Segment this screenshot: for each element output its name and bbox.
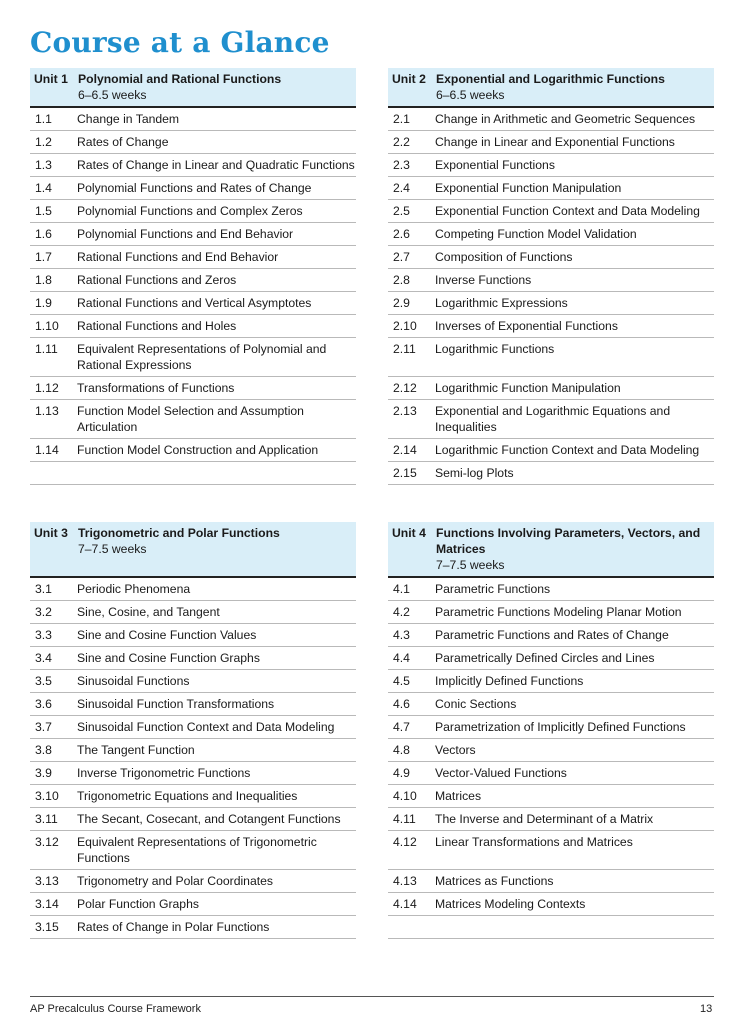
topic-number: 3.5 xyxy=(35,674,52,688)
topic-row xyxy=(30,870,356,893)
topic-name: Logarithmic Function Context and Data Modeling xyxy=(435,443,700,457)
topic-number: 2.11 xyxy=(393,342,416,356)
topic-row xyxy=(30,439,356,462)
topic-number: 4.12 xyxy=(393,835,417,849)
topic-number: 2.6 xyxy=(393,227,410,241)
topic-row xyxy=(30,762,356,785)
topic-row xyxy=(30,177,356,200)
topic-name: Sine and Cosine Function Graphs xyxy=(77,651,260,665)
topic-number: 2.4 xyxy=(393,181,410,195)
topic-row xyxy=(30,462,356,485)
topic-row xyxy=(30,624,356,647)
topic-row xyxy=(30,916,356,939)
unit-title: Exponential and Logarithmic Functions xyxy=(436,72,665,86)
topic-row xyxy=(30,808,356,831)
topic-number: 4.14 xyxy=(393,897,417,911)
topic-name: Trigonometry and Polar Coordinates xyxy=(77,874,273,888)
topic-number: 2.7 xyxy=(393,250,410,264)
topic-row xyxy=(30,131,356,154)
topic-number: 3.9 xyxy=(35,766,52,780)
topic-name: Semi-log Plots xyxy=(435,466,514,480)
topic-name: Equivalent Representations of Trigonometric Functions xyxy=(77,835,317,865)
topic-number: 3.8 xyxy=(35,743,52,757)
topic-name: Exponential and Logarithmic Equations and Inequalities xyxy=(435,404,671,434)
topic-number: 4.10 xyxy=(393,789,417,803)
topic-row xyxy=(388,670,714,693)
topic-name xyxy=(435,919,714,935)
topic-name: The Secant, Cosecant, and Cotangent Functions xyxy=(77,812,341,826)
topic-name: Implicitly Defined Functions xyxy=(435,674,584,688)
topic-row xyxy=(388,462,714,485)
topic-number: 3.15 xyxy=(35,920,59,934)
topic-name: Transformations of Functions xyxy=(77,381,235,395)
topic-row xyxy=(30,693,356,716)
topic-number: 1.2 xyxy=(35,135,52,149)
topic-row xyxy=(30,246,356,269)
topic-number: 2.15 xyxy=(393,466,417,480)
topic-name: Matrices xyxy=(435,789,482,803)
unit-info xyxy=(436,525,710,573)
topic-row xyxy=(388,400,714,439)
topic-row xyxy=(30,716,356,739)
topic-row xyxy=(30,338,356,377)
footer-title: AP Precalculus Course Framework xyxy=(30,1003,201,1015)
topic-row xyxy=(388,716,714,739)
topic-row xyxy=(30,670,356,693)
topic-row xyxy=(388,154,714,177)
topic-number: 2.5 xyxy=(393,204,410,218)
topic-number: 3.11 xyxy=(35,812,58,826)
topic-row xyxy=(388,808,714,831)
topic-name: Parametric Functions xyxy=(435,582,551,596)
topic-number: 2.3 xyxy=(393,158,410,172)
topic-row xyxy=(30,601,356,624)
topic-name: Vector-Valued Functions xyxy=(435,766,567,780)
topic-row xyxy=(388,578,714,601)
topic-number: 1.9 xyxy=(35,296,52,310)
unit-label: Unit 2 xyxy=(392,72,426,86)
topic-number: 1.10 xyxy=(35,319,59,333)
topic-row xyxy=(388,624,714,647)
footer-divider xyxy=(30,996,714,997)
unit-3-table xyxy=(30,522,356,939)
topic-number: 4.4 xyxy=(393,651,410,665)
topic-row xyxy=(388,762,714,785)
topic-row xyxy=(388,108,714,131)
topic-number: 3.7 xyxy=(35,720,52,734)
topic-number: 1.12 xyxy=(35,381,59,395)
unit-info xyxy=(78,71,352,103)
topic-number: 1.13 xyxy=(35,404,59,418)
topic-number: 2.8 xyxy=(393,273,410,287)
topic-number: 3.10 xyxy=(35,789,59,803)
unit-label: Unit 1 xyxy=(34,72,68,86)
topic-name: Sine and Cosine Function Values xyxy=(77,628,257,642)
topic-row xyxy=(388,647,714,670)
topic-name: Parametric Functions Modeling Planar Motion xyxy=(435,605,682,619)
topic-row xyxy=(388,131,714,154)
topic-row xyxy=(30,647,356,670)
topic-row xyxy=(30,377,356,400)
topic-name: Logarithmic Function Manipulation xyxy=(435,381,621,395)
topic-name: Change in Linear and Exponential Functions xyxy=(435,135,675,149)
topic-name: Parametric Functions and Rates of Change xyxy=(435,628,669,642)
topic-number: 3.14 xyxy=(35,897,59,911)
topic-name: Rational Functions and End Behavior xyxy=(77,250,279,264)
topic-name: Trigonometric Equations and Inequalities xyxy=(77,789,298,803)
unit-header xyxy=(388,522,714,578)
topic-name: Rational Functions and Holes xyxy=(77,319,237,333)
topic-number: 1.6 xyxy=(35,227,52,241)
topic-number: 1.4 xyxy=(35,181,52,195)
topic-name: Inverse Functions xyxy=(435,273,532,287)
topic-name: Exponential Function Manipulation xyxy=(435,181,622,195)
unit-title: Polynomial and Rational Functions xyxy=(78,72,282,86)
topic-row xyxy=(30,292,356,315)
topic-name: The Tangent Function xyxy=(77,743,195,757)
topic-row xyxy=(30,578,356,601)
topic-name: Rational Functions and Vertical Asymptotes xyxy=(77,296,312,310)
unit-weeks: 6–6.5 weeks xyxy=(436,88,505,102)
topic-row xyxy=(30,200,356,223)
topic-name: Sinusoidal Function Transformations xyxy=(77,697,275,711)
topic-row xyxy=(388,338,714,377)
topic-row xyxy=(30,739,356,762)
topic-row xyxy=(388,893,714,916)
unit-header xyxy=(30,522,356,578)
topic-row xyxy=(388,377,714,400)
topic-name: Vectors xyxy=(435,743,476,757)
topic-name: Change in Tandem xyxy=(77,112,180,126)
topic-name: Matrices Modeling Contexts xyxy=(435,897,586,911)
topic-row xyxy=(388,269,714,292)
topic-number: 4.6 xyxy=(393,697,410,711)
topic-name: Rates of Change in Linear and Quadratic Functions xyxy=(77,158,355,172)
topic-number: 3.1 xyxy=(35,582,52,596)
topic-number: 3.3 xyxy=(35,628,52,642)
topic-number: 4.3 xyxy=(393,628,410,642)
topic-row xyxy=(388,200,714,223)
topic-name: Sinusoidal Function Context and Data Modeling xyxy=(77,720,335,734)
topic-name: Exponential Function Context and Data Modeling xyxy=(435,204,700,218)
topic-number xyxy=(393,919,435,935)
topic-number: 1.3 xyxy=(35,158,52,172)
topic-number: 4.1 xyxy=(393,582,410,596)
topic-row xyxy=(388,831,714,870)
topic-number: 4.7 xyxy=(393,720,410,734)
topic-name: Linear Transformations and Matrices xyxy=(435,835,633,849)
topic-row xyxy=(388,916,714,939)
unit-4-table xyxy=(388,522,714,939)
topic-number: 2.14 xyxy=(393,443,417,457)
topic-name: Periodic Phenomena xyxy=(77,582,191,596)
topic-row xyxy=(30,315,356,338)
topic-number: 3.6 xyxy=(35,697,52,711)
topic-name: Change in Arithmetic and Geometric Sequences xyxy=(435,112,696,126)
topic-name: Sinusoidal Functions xyxy=(77,674,190,688)
topic-number: 2.9 xyxy=(393,296,410,310)
topic-row xyxy=(388,315,714,338)
topic-row xyxy=(388,693,714,716)
unit-weeks: 7–7.5 weeks xyxy=(78,542,147,556)
topic-name: Logarithmic Functions xyxy=(435,342,555,356)
topic-name: Conic Sections xyxy=(435,697,517,711)
topic-row xyxy=(30,785,356,808)
topic-name: Rates of Change xyxy=(77,135,169,149)
topic-name: The Inverse and Determinant of a Matrix xyxy=(435,812,654,826)
topic-number: 3.12 xyxy=(35,835,59,849)
topic-name xyxy=(77,465,356,481)
topic-number xyxy=(35,465,77,481)
unit-info xyxy=(78,525,352,573)
topic-number: 4.8 xyxy=(393,743,410,757)
topic-number: 4.9 xyxy=(393,766,410,780)
topic-name: Polynomial Functions and Rates of Change xyxy=(77,181,312,195)
topic-name: Function Model Construction and Application xyxy=(77,443,319,457)
topic-number: 4.13 xyxy=(393,874,417,888)
topic-name: Rational Functions and Zeros xyxy=(77,273,237,287)
topic-name: Inverse Trigonometric Functions xyxy=(77,766,251,780)
topic-row xyxy=(30,154,356,177)
unit-weeks: 7–7.5 weeks xyxy=(436,558,505,572)
topic-name: Parametrization of Implicitly Defined Functions xyxy=(435,720,686,734)
topic-number: 1.5 xyxy=(35,204,52,218)
topic-name: Exponential Functions xyxy=(435,158,555,172)
topic-row xyxy=(388,439,714,462)
topic-number: 1.1 xyxy=(35,112,52,126)
topic-number: 1.7 xyxy=(35,250,52,264)
topic-row xyxy=(30,269,356,292)
topic-row xyxy=(30,400,356,439)
topic-name: Polynomial Functions and Complex Zeros xyxy=(77,204,303,218)
topic-name: Polar Function Graphs xyxy=(77,897,199,911)
topic-row xyxy=(388,177,714,200)
topic-number: 3.13 xyxy=(35,874,59,888)
unit-header xyxy=(30,68,356,108)
topic-number: 2.2 xyxy=(393,135,410,149)
topic-row xyxy=(388,246,714,269)
topic-number: 2.12 xyxy=(393,381,417,395)
topic-row xyxy=(30,893,356,916)
topic-number: 4.5 xyxy=(393,674,410,688)
unit-label: Unit 4 xyxy=(392,526,426,540)
unit-title: Trigonometric and Polar Functions xyxy=(78,526,280,540)
topic-row xyxy=(388,601,714,624)
topic-number: 1.8 xyxy=(35,273,52,287)
unit-info xyxy=(436,71,710,103)
topic-row xyxy=(388,785,714,808)
topic-row xyxy=(388,292,714,315)
topic-name: Polynomial Functions and End Behavior xyxy=(77,227,294,241)
topic-number: 2.13 xyxy=(393,404,417,418)
topic-row xyxy=(30,831,356,870)
unit-label: Unit 3 xyxy=(34,526,68,540)
topic-row xyxy=(30,223,356,246)
unit-title: Functions Involving Parameters, Vectors, and Matrices xyxy=(436,526,701,556)
page-title: Course at a Glance xyxy=(30,26,330,59)
topic-number: 3.4 xyxy=(35,651,52,665)
topic-name: Equivalent Representations of Polynomial and Rational Expressions xyxy=(77,342,327,372)
page-number: 13 xyxy=(700,1003,713,1015)
topic-number: 4.11 xyxy=(393,812,416,826)
topic-number: 2.10 xyxy=(393,319,417,333)
topic-name: Rates of Change in Polar Functions xyxy=(77,920,270,934)
topic-name: Inverses of Exponential Functions xyxy=(435,319,618,333)
unit-weeks: 6–6.5 weeks xyxy=(78,88,147,102)
topic-name: Parametrically Defined Circles and Lines xyxy=(435,651,655,665)
topic-name: Matrices as Functions xyxy=(435,874,554,888)
topic-number: 3.2 xyxy=(35,605,52,619)
topic-name: Logarithmic Expressions xyxy=(435,296,568,310)
topic-name: Competing Function Model Validation xyxy=(435,227,637,241)
unit-1-table xyxy=(30,68,356,485)
unit-2-table xyxy=(388,68,714,485)
topic-number: 1.11 xyxy=(35,342,58,356)
topic-row xyxy=(388,223,714,246)
topic-row xyxy=(30,108,356,131)
topic-name: Sine, Cosine, and Tangent xyxy=(77,605,220,619)
topic-name: Function Model Selection and Assumption Articulation xyxy=(77,404,304,434)
topic-number: 2.1 xyxy=(393,112,410,126)
topic-number: 4.2 xyxy=(393,605,410,619)
topic-row xyxy=(388,739,714,762)
topic-row xyxy=(388,870,714,893)
topic-name: Composition of Functions xyxy=(435,250,573,264)
unit-header xyxy=(388,68,714,108)
topic-number: 1.14 xyxy=(35,443,59,457)
